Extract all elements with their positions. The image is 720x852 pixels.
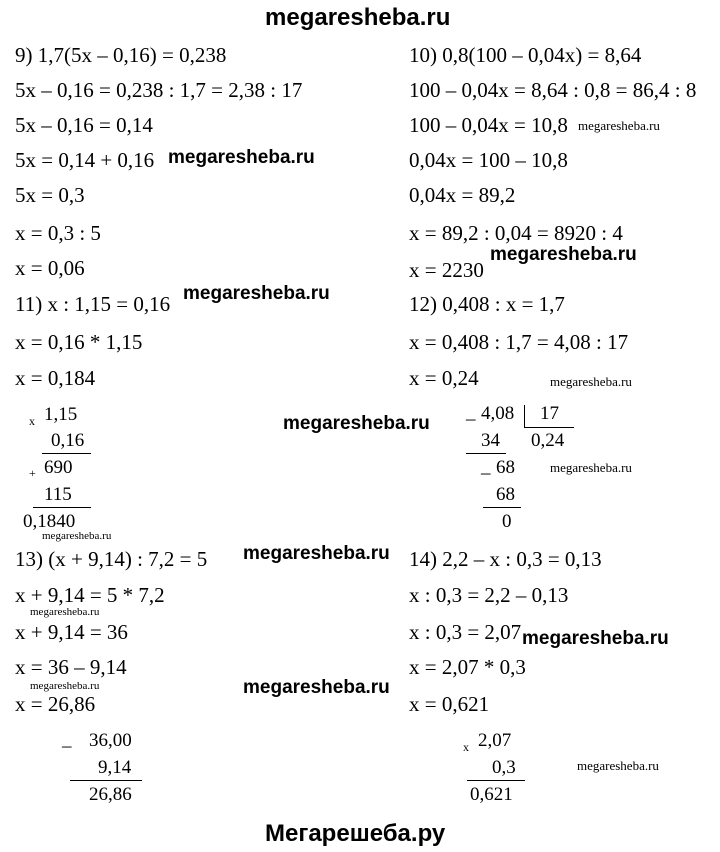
problem-13-line: 13) (x + 9,14) : 7,2 = 5 [15, 547, 208, 571]
problem-11-line: x = 0,184 [15, 366, 96, 390]
difference: 26,86 [89, 784, 132, 805]
watermark: megaresheba.ru [577, 758, 659, 773]
watermark: megaresheba.ru [283, 413, 430, 434]
product-rule [467, 780, 525, 781]
problem-9-line: 9) 1,7(5x – 0,16) = 0,238 [15, 43, 227, 67]
problem-13-line: x + 9,14 = 36 [15, 620, 128, 644]
division-bar [524, 405, 525, 427]
problem-14-line: x : 0,3 = 2,07 [409, 620, 522, 644]
problem-12-line: x = 0,24 [409, 366, 479, 390]
problem-10-line: 0,04x = 100 – 10,8 [409, 148, 568, 172]
subtrahend: 9,14 [98, 757, 132, 778]
partial-product-1: 690 [44, 457, 73, 478]
problem-12-line: 12) 0,408 : x = 1,7 [409, 292, 565, 316]
watermark: megaresheba.ru [522, 628, 669, 649]
problem-9-line: x = 0,06 [15, 256, 85, 280]
problem-9-line: 5x – 0,16 = 0,238 : 1,7 = 2,38 : 17 [15, 78, 303, 102]
problem-13-line: x = 36 – 9,14 [15, 655, 127, 679]
problem-13-line: x + 9,14 = 5 * 7,2 [15, 583, 165, 607]
watermark: megaresheba.ru [490, 244, 637, 265]
multiply-sign: x [29, 414, 35, 428]
step-rule-1 [466, 453, 506, 454]
problem-10-line: 100 – 0,04x = 8,64 : 0,8 = 86,4 : 8 [409, 78, 697, 102]
step-rule-2 [483, 507, 521, 508]
watermark: megaresheba.ru [42, 530, 112, 542]
watermark: megaresheba.ru [183, 283, 330, 304]
problem-10-line: 0,04x = 89,2 [409, 183, 516, 207]
problem-12-line: x = 0,408 : 1,7 = 4,08 : 17 [409, 330, 629, 354]
watermark: megaresheba.ru [168, 147, 315, 168]
factor-a: 1,15 [44, 404, 78, 425]
problem-9-line: 5x = 0,14 + 0,16 [15, 148, 155, 172]
problem-9-line: 5x = 0,3 [15, 183, 85, 207]
minus-sign: _ [466, 402, 476, 423]
difference-rule [70, 780, 142, 781]
minus-sign: _ [481, 456, 491, 477]
problem-14-line: 14) 2,2 – x : 0,3 = 0,13 [409, 547, 602, 571]
problem-9-line: 5x – 0,16 = 0,14 [15, 113, 153, 137]
product-rule [42, 453, 91, 454]
product-result: 0,1840 [23, 511, 76, 532]
problem-13-line: x = 26,86 [15, 692, 96, 716]
problem-14-line: x = 2,07 * 0,3 [409, 655, 526, 679]
final-remainder: 0 [502, 511, 512, 532]
problem-11-line: x = 0,16 * 1,15 [15, 330, 143, 354]
quotient: 0,24 [531, 430, 565, 451]
subtrahend-2: 68 [496, 484, 515, 505]
watermark: megaresheba.ru [550, 374, 632, 389]
factor-b: 0,16 [51, 430, 85, 451]
problem-9-line: x = 0,3 : 5 [15, 221, 101, 245]
divisor-rule [524, 427, 574, 428]
remainder-1: 68 [496, 457, 515, 478]
watermark: megaresheba.ru [550, 460, 632, 475]
watermark: megaresheba.ru [578, 118, 660, 133]
problem-10-line: x = 89,2 : 0,04 = 8920 : 4 [409, 221, 623, 245]
plus-sign: + [29, 466, 36, 480]
minuend: 36,00 [89, 730, 132, 751]
divisor: 17 [540, 403, 559, 424]
minus-sign: _ [62, 729, 72, 750]
problem-14-line: x = 0,621 [409, 692, 490, 716]
multiply-sign: x [463, 740, 469, 754]
partial-product-2: 115 [44, 484, 72, 505]
dividend: 4,08 [481, 403, 515, 424]
problem-10-line: 10) 0,8(100 – 0,04x) = 8,64 [409, 43, 642, 67]
watermark: megaresheba.ru [30, 606, 100, 618]
problem-14-line: x : 0,3 = 2,2 – 0,13 [409, 583, 569, 607]
watermark: megaresheba.ru [243, 543, 390, 564]
problem-10-line: 100 – 0,04x = 10,8 [409, 113, 568, 137]
site-footer: Мегарешеба.ру [265, 820, 446, 847]
problem-10-line: x = 2230 [409, 258, 484, 282]
watermark: megaresheba.ru [30, 680, 100, 692]
product-result: 0,621 [470, 784, 513, 805]
watermark: megaresheba.ru [243, 677, 390, 698]
problem-11-line: 11) x : 1,15 = 0,16 [15, 292, 171, 316]
factor-a: 2,07 [478, 730, 512, 751]
factor-b: 0,3 [492, 757, 516, 778]
sum-rule [33, 507, 91, 508]
subtrahend-1: 34 [481, 430, 500, 451]
site-header: megaresheba.ru [265, 4, 451, 31]
